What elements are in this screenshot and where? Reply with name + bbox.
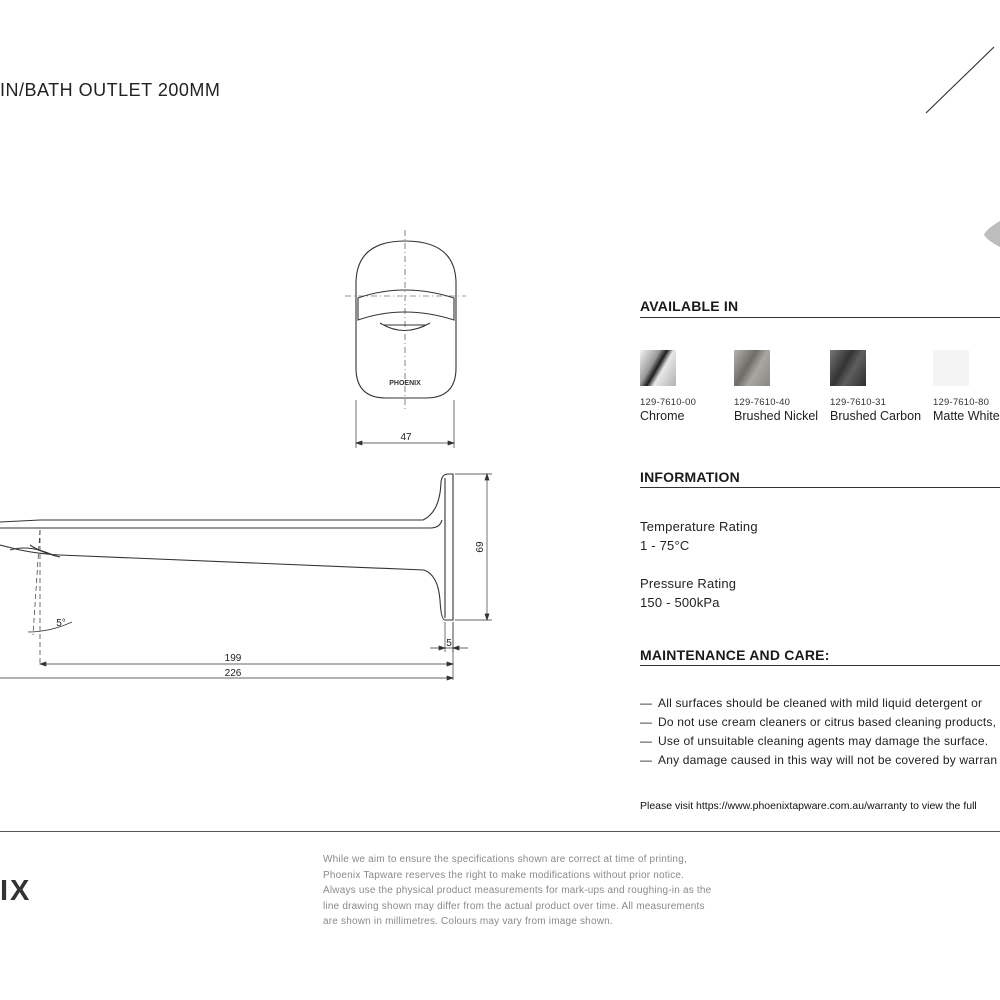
pressure-value: 150 - 500kPa: [640, 595, 720, 610]
swatch-chrome: [640, 350, 676, 386]
information-rule: [640, 487, 1000, 488]
height-dim-label: 69: [475, 541, 486, 553]
product-title: IN/BATH OUTLET 200MM: [0, 80, 221, 100]
side-view: [0, 474, 453, 620]
maintenance-item-text: All surfaces should be cleaned with mild liquid detergent or: [658, 696, 983, 710]
swatch-matte-white: [933, 350, 969, 386]
maintenance-rule: [640, 665, 1000, 666]
disclaimer-line: While we aim to ensure the specifications shown are correct at time of printing,: [323, 854, 687, 865]
maintenance-item: [640, 753, 997, 767]
swatch-brushed-carbon: [830, 350, 866, 386]
disclaimer-line: Phoenix Tapware reserves the right to make modifications without prior notice.: [323, 869, 685, 881]
maintenance-item-text: Do not use cream cleaners or citrus based cleaning products,: [658, 715, 997, 729]
maintenance-item-text: Use of unsuitable cleaning agents may damage the surface.: [658, 734, 989, 748]
finish-code-chrome: 129-7610-00: [640, 397, 697, 408]
finish-name-matte-white: Matte White: [933, 409, 1000, 423]
finish-name-brushed-carbon: Brushed Carbon: [830, 409, 922, 423]
maintenance-item-text: Any damage caused in this way will not be covered by warran: [658, 753, 998, 767]
pressure-label: Pressure Rating: [640, 576, 737, 591]
maintenance-item: [640, 696, 982, 710]
finish-name-brushed-nickel: Brushed Nickel: [734, 409, 819, 423]
warranty-link-text[interactable]: Please visit https://www.phoenixtapware.com.au/warranty to view the full: [640, 800, 977, 812]
temperature-label: Temperature Rating: [640, 519, 758, 534]
brand-logo: IX: [0, 875, 32, 907]
angle-dimension: [28, 530, 72, 665]
dash-bullet: —: [640, 715, 653, 729]
reach-dim-label: 199: [224, 653, 242, 664]
footer-rule: [0, 831, 1000, 832]
maintenance-item: [640, 715, 996, 729]
temperature-value: 1 - 75°C: [640, 538, 690, 553]
height-dimension: [455, 474, 492, 620]
disclaimer-line: Always use the physical product measurements for mark-ups and roughing-in as the: [323, 885, 712, 896]
angle-dim-label: 5°: [56, 618, 66, 629]
maintenance-heading: MAINTENANCE AND CARE:: [640, 647, 830, 663]
flange-dim-label: 5: [446, 638, 452, 649]
available-rule: [640, 317, 1000, 318]
product-thumbnail-fragment: [980, 215, 1000, 255]
finish-code-brushed-nickel: 129-7610-40: [734, 397, 791, 408]
finish-code-brushed-carbon: 129-7610-31: [830, 397, 887, 408]
disclaimer: [323, 852, 763, 930]
dash-bullet: —: [640, 734, 653, 748]
finish-name-chrome: Chrome: [640, 409, 685, 423]
width-dim-label: 47: [400, 432, 412, 443]
front-logo: PHOENIX: [389, 380, 421, 387]
overall-dim-label: 226: [224, 668, 242, 679]
dash-bullet: —: [640, 753, 653, 767]
maintenance-item: [640, 734, 988, 748]
available-heading: AVAILABLE IN: [640, 298, 739, 314]
decorative-diagonal-line: [920, 40, 1000, 120]
swatch-brushed-nickel: [734, 350, 770, 386]
disclaimer-line: are shown in millimetres. Colours may vary from image shown.: [323, 916, 613, 927]
dash-bullet: —: [640, 696, 653, 710]
disclaimer-line: line drawing shown may differ from the actual product over time. All measurements: [323, 900, 705, 912]
technical-drawing: [0, 225, 520, 685]
finish-code-matte-white: 129-7610-80: [933, 397, 990, 408]
information-heading: INFORMATION: [640, 469, 740, 485]
